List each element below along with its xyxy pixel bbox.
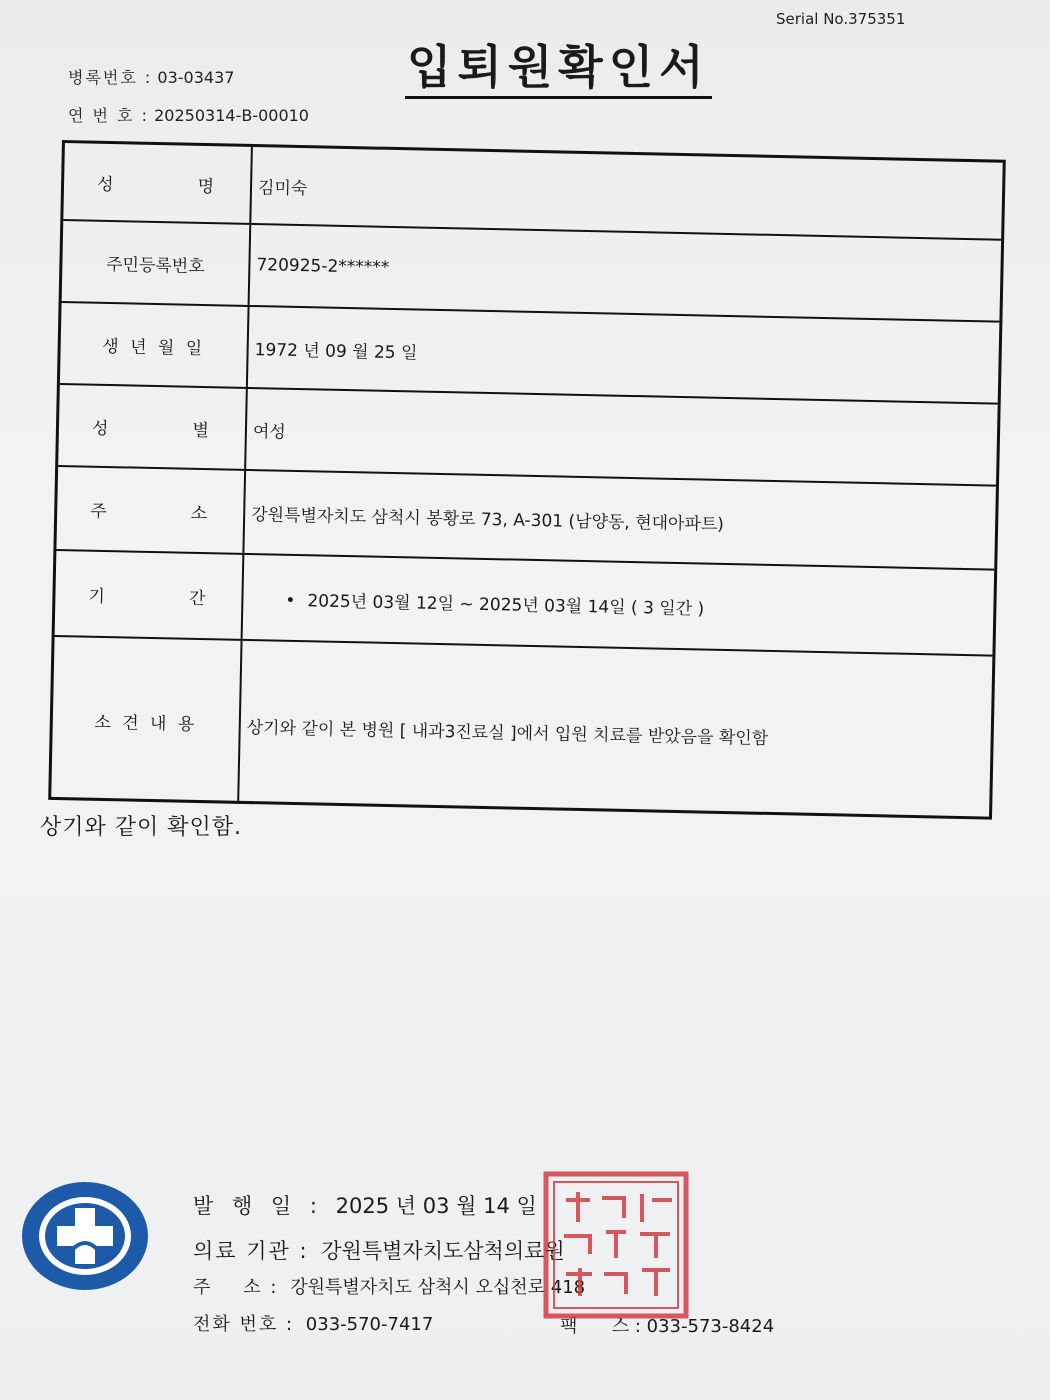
info-table — [48, 140, 1006, 820]
phone-label: 전화 번호 : — [193, 1314, 295, 1335]
fax-value: 033-573-8424 — [646, 1316, 775, 1337]
period-label: 기 간 — [55, 551, 245, 639]
period-value — [243, 555, 995, 655]
sex-value: 여성 — [252, 421, 286, 443]
serial-number: Serial No.375351 — [776, 10, 906, 28]
issue-date-label: 발 행 일 : — [193, 1194, 323, 1218]
address-value: 강원특별자치도 삼척시 봉황로 73, A-301 (남양동, 현대아파트) — [250, 504, 725, 535]
confirmation-statement: 상기와 같이 확인함. — [40, 815, 242, 840]
sequence-number — [68, 103, 309, 126]
institution-address-value: 강원특별자치도 삼척시 오십천로 418 — [290, 1277, 586, 1298]
phone-number — [193, 1310, 433, 1336]
sequence-number-value: 20250314-B-00010 — [154, 106, 309, 125]
official-stamp — [542, 1170, 690, 1320]
registration-number — [68, 65, 234, 88]
rrn-value: 720925-2****** — [256, 255, 390, 278]
registration-number-label: 병록번호 : — [68, 68, 153, 87]
medical-institution — [193, 1235, 565, 1265]
phone-value: 033-570-7417 — [305, 1314, 434, 1335]
name-label: 성 명 — [63, 143, 253, 223]
rrn-label: 주민등록번호 — [62, 221, 252, 305]
document-title: 입퇴원확인서 — [405, 40, 712, 99]
fax-label: 팩 스 : — [560, 1316, 641, 1337]
registration-number-value: 03-03437 — [157, 68, 235, 87]
birth-label: 생 년 월 일 — [60, 303, 250, 387]
institution-label: 의료 기관 : — [193, 1239, 309, 1263]
institution-address — [193, 1273, 585, 1299]
institution-value: 강원특별자치도삼척의료원 — [321, 1239, 565, 1263]
issue-date-value: 2025 년 03 월 14 일 — [335, 1194, 537, 1218]
sequence-number-label: 연 번 호 : — [68, 106, 150, 125]
sex-label: 성 별 — [58, 385, 248, 469]
birth-value: 1972 년 09 월 25 일 — [254, 339, 418, 363]
remarks-value: 상기와 같이 본 병원 [ 내과3진료실 ]에서 입원 치료를 받았음을 확인함 — [246, 717, 769, 749]
address-label: 주 소 — [56, 467, 246, 553]
name-value: 김미숙 — [257, 177, 308, 199]
row-remarks — [51, 637, 992, 817]
hospital-logo — [20, 1180, 150, 1292]
remarks-label: 소 견 내 용 — [51, 637, 242, 801]
period-text: • 2025년 03월 12일 ~ 2025년 03월 14일 ( 3 일간 ) — [285, 585, 704, 619]
institution-address-label: 주 소 : — [193, 1277, 279, 1298]
issue-date — [193, 1190, 537, 1220]
